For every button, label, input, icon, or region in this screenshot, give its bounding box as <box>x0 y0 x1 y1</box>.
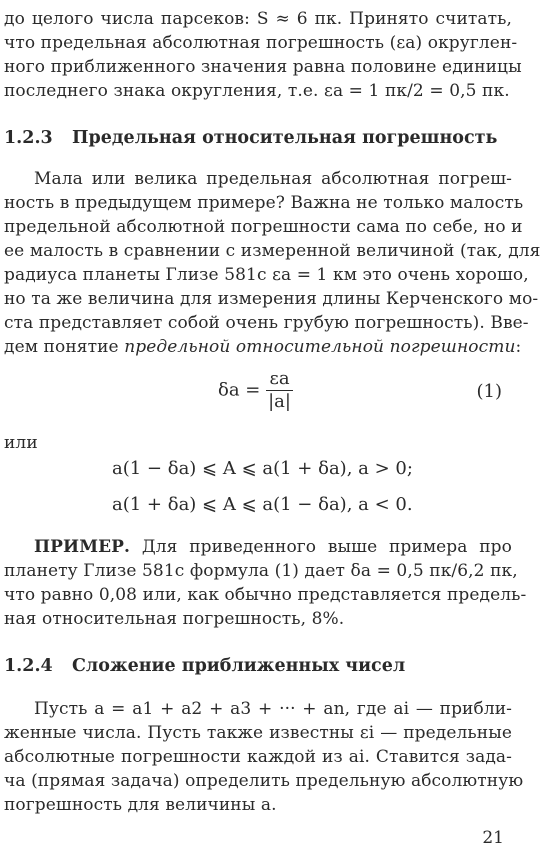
section-heading <box>4 128 497 148</box>
text-line: до целого числа парсеков: S ≈ 6 пк. Принято считать, <box>4 9 512 29</box>
equation-1 <box>218 368 293 413</box>
section-number: 1.2.3 <box>4 128 53 148</box>
text-line: ста представляет собой очень грубую погрешность). Вве- <box>4 313 529 333</box>
text-line: ная относительная погрешность, 8%. <box>4 609 345 629</box>
text-line: погрешность для величины a. <box>4 795 277 815</box>
text-line: что предельная абсолютная погрешность (εa) округлен- <box>4 33 518 53</box>
text-line: Пусть a = a1 + a2 + a3 + ··· + an, где ai — прибли- <box>34 699 512 719</box>
text-line: или <box>4 433 38 453</box>
fraction-numerator: εa <box>266 368 293 391</box>
inequality-2: a(1 + δa) ⩽ A ⩽ a(1 − δa), a < 0. <box>112 494 413 515</box>
text-line: предельной абсолютной погрешности сама по себе, но и <box>4 217 523 237</box>
text-line: ча (прямая задача) определить предельную абсолютную <box>4 771 524 791</box>
section-title: Сложение приближенных чисел <box>72 656 406 676</box>
equation-lhs: δa = <box>218 379 261 401</box>
text-line <box>4 336 521 358</box>
text-line: ее малость в сравнении с измеренной величиной (так, для <box>4 241 540 261</box>
text-line: женные числа. Пусть также известны εi — предельные <box>4 723 512 743</box>
fraction <box>266 368 293 413</box>
example-label: ПРИМЕР. <box>34 537 131 557</box>
section-number: 1.2.4 <box>4 656 53 676</box>
fraction-denominator: |a| <box>268 391 291 412</box>
text-line: ность в предыдущем примере? Важна не только малость <box>4 193 524 213</box>
text-line: абсолютные погрешности каждой из ai. Ставится зада- <box>4 747 512 767</box>
text-line: планету Глизе 581c формула (1) дает δa = 0,5 пк/6,2 пк, <box>4 561 518 581</box>
section-title: Предельная относительная погрешность <box>72 128 498 148</box>
text-line: радиуса планеты Глизе 581c εa = 1 км это очень хорошо, <box>4 265 529 285</box>
text-fragment: : <box>515 337 522 357</box>
text-line: последнего знака округления, т.е. εa = 1 пк/2 = 0,5 пк. <box>4 81 510 101</box>
page-number: 21 <box>482 828 504 848</box>
equation-number: (1) <box>476 381 502 402</box>
text-fragment: дем понятие <box>4 337 125 357</box>
text-line: ного приближенного значения равна половине единицы <box>4 57 522 77</box>
text-line: но та же величина для измерения длины Керченского мо- <box>4 289 539 309</box>
defined-term: предельной относительной погрешности <box>124 337 516 357</box>
example-line <box>34 536 512 558</box>
text-fragment: Для приведенного выше примера про <box>130 537 512 557</box>
section-heading <box>4 656 405 676</box>
text-line: что равно 0,08 или, как обычно представляется предель- <box>4 585 527 605</box>
inequality-1: a(1 − δa) ⩽ A ⩽ a(1 + δa), a > 0; <box>112 458 413 479</box>
text-line: Мала или велика предельная абсолютная погреш- <box>34 169 512 189</box>
